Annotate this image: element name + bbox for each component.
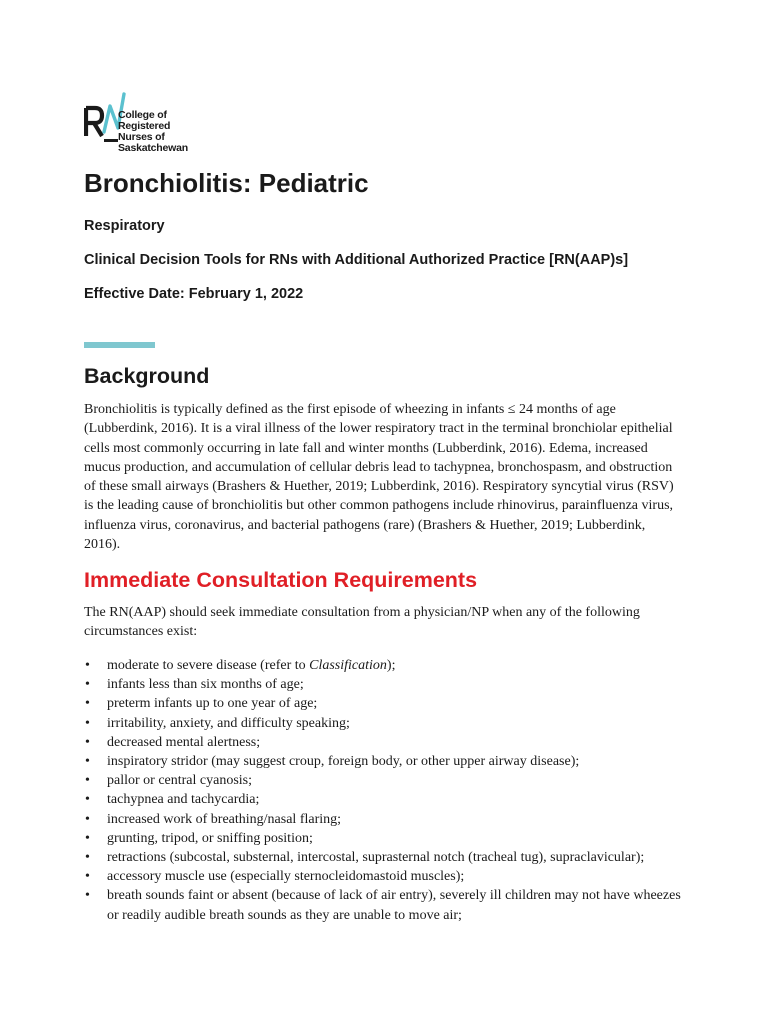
page-title: Bronchiolitis: Pediatric [84, 168, 369, 198]
bullet-icon: • [85, 869, 90, 885]
bullet-icon: • [85, 677, 90, 693]
list-item [84, 771, 684, 790]
logo-line: College of [118, 109, 167, 121]
list-item [84, 714, 684, 733]
list-item [84, 848, 684, 867]
background-heading: Background [84, 364, 210, 388]
list-item-text: decreased mental alertness; [107, 734, 261, 750]
list-item-text: preterm infants up to one year of age; [107, 696, 318, 712]
list-item-text: tachypnea and tachycardia; [107, 792, 260, 808]
crns-logo [84, 92, 224, 152]
list-item [84, 790, 684, 809]
list-item [84, 886, 684, 924]
bullet-icon: • [85, 715, 90, 731]
bullet-icon: • [85, 811, 90, 827]
list-item-text: irritability, anxiety, and difficulty speaking; [107, 715, 350, 731]
list-item-text: pallor or central cyanosis; [107, 773, 253, 789]
logo-line: Nurses of [118, 131, 165, 143]
effective-date: Effective Date: February 1, 2022 [84, 286, 304, 302]
list-item [84, 656, 684, 675]
logo-line: Saskatchewan [118, 142, 188, 154]
consultation-heading: Immediate Consultation Requirements [84, 568, 478, 592]
list-item [84, 694, 684, 713]
bullet-icon: • [85, 734, 90, 750]
bullet-icon: • [85, 850, 90, 866]
bullet-icon: • [85, 696, 90, 712]
list-item [84, 675, 684, 694]
list-item-text: infants less than six months of age; [107, 677, 304, 693]
list-item [84, 867, 684, 886]
section-divider [84, 342, 155, 348]
list-item-text: moderate to severe disease (refer to [107, 658, 310, 673]
background-paragraph: Bronchiolitis is typically defined as the first episode of wheezing in infants ≤ 24 months of age (Lubberdink, 2016). It is a viral illness of the lower respiratory tract in the terminal bronchiolar epithelial cells most commonly occurring in late fall and winter months (Lubberdink, 2016). Edema, increased mucus production, and accumulation of cellular debris lead to tachypnea, bronchospasm, and obstruction of these small airways (Brashers & Huether, 2019; Lubberdink, 2016). Respiratory syncytial virus (RSV) is the leading cause of bronchiolitis but other common pathogens include rhinovirus, parainfluenza virus, influenza virus, coronavirus, and bacterial pathogens (rare) (Brashers & Huether, 2019; Lubberdink, 2016). [84, 402, 674, 553]
list-item [84, 810, 684, 829]
logo-line: Registered [118, 120, 171, 132]
list-item-text: accessory muscle use (especially sternocleidomastoid muscles); [107, 869, 465, 885]
bullet-icon: • [85, 658, 90, 673]
list-item-text: grunting, tripod, or sniffing position; [107, 830, 313, 846]
list-item-text: increased work of breathing/nasal flaring; [107, 811, 342, 827]
list-item-text: retractions (subcostal, substernal, intercostal, suprasternal notch (tracheal tug), supraclavicular); [107, 850, 645, 866]
list-item-text: ); [386, 658, 396, 673]
bullet-icon: • [85, 830, 90, 846]
list-item [84, 829, 684, 848]
consultation-criteria-list [84, 656, 684, 925]
category-subtitle: Respiratory [84, 218, 165, 234]
list-item-text: breath sounds faint or absent (because of lack of air entry), severely ill children may not have wheezes or readily audible breath sounds as they are unable to move air; [107, 888, 681, 923]
list-item [84, 733, 684, 752]
tool-name: Clinical Decision Tools for RNs with Additional Authorized Practice [RN(AAP)s] [84, 252, 629, 268]
bullet-icon: • [85, 773, 90, 789]
bullet-icon: • [85, 792, 90, 808]
consultation-intro: The RN(AAP) should seek immediate consultation from a physician/NP when any of the following circumstances exist: [84, 605, 640, 640]
bullet-icon: • [85, 888, 90, 904]
logo-wordmark [118, 110, 188, 154]
bullet-icon: • [85, 754, 90, 770]
list-item-text: inspiratory stridor (may suggest croup, foreign body, or other upper airway disease); [107, 754, 580, 770]
list-item [84, 752, 684, 771]
classification-reference: Classification [309, 658, 387, 673]
